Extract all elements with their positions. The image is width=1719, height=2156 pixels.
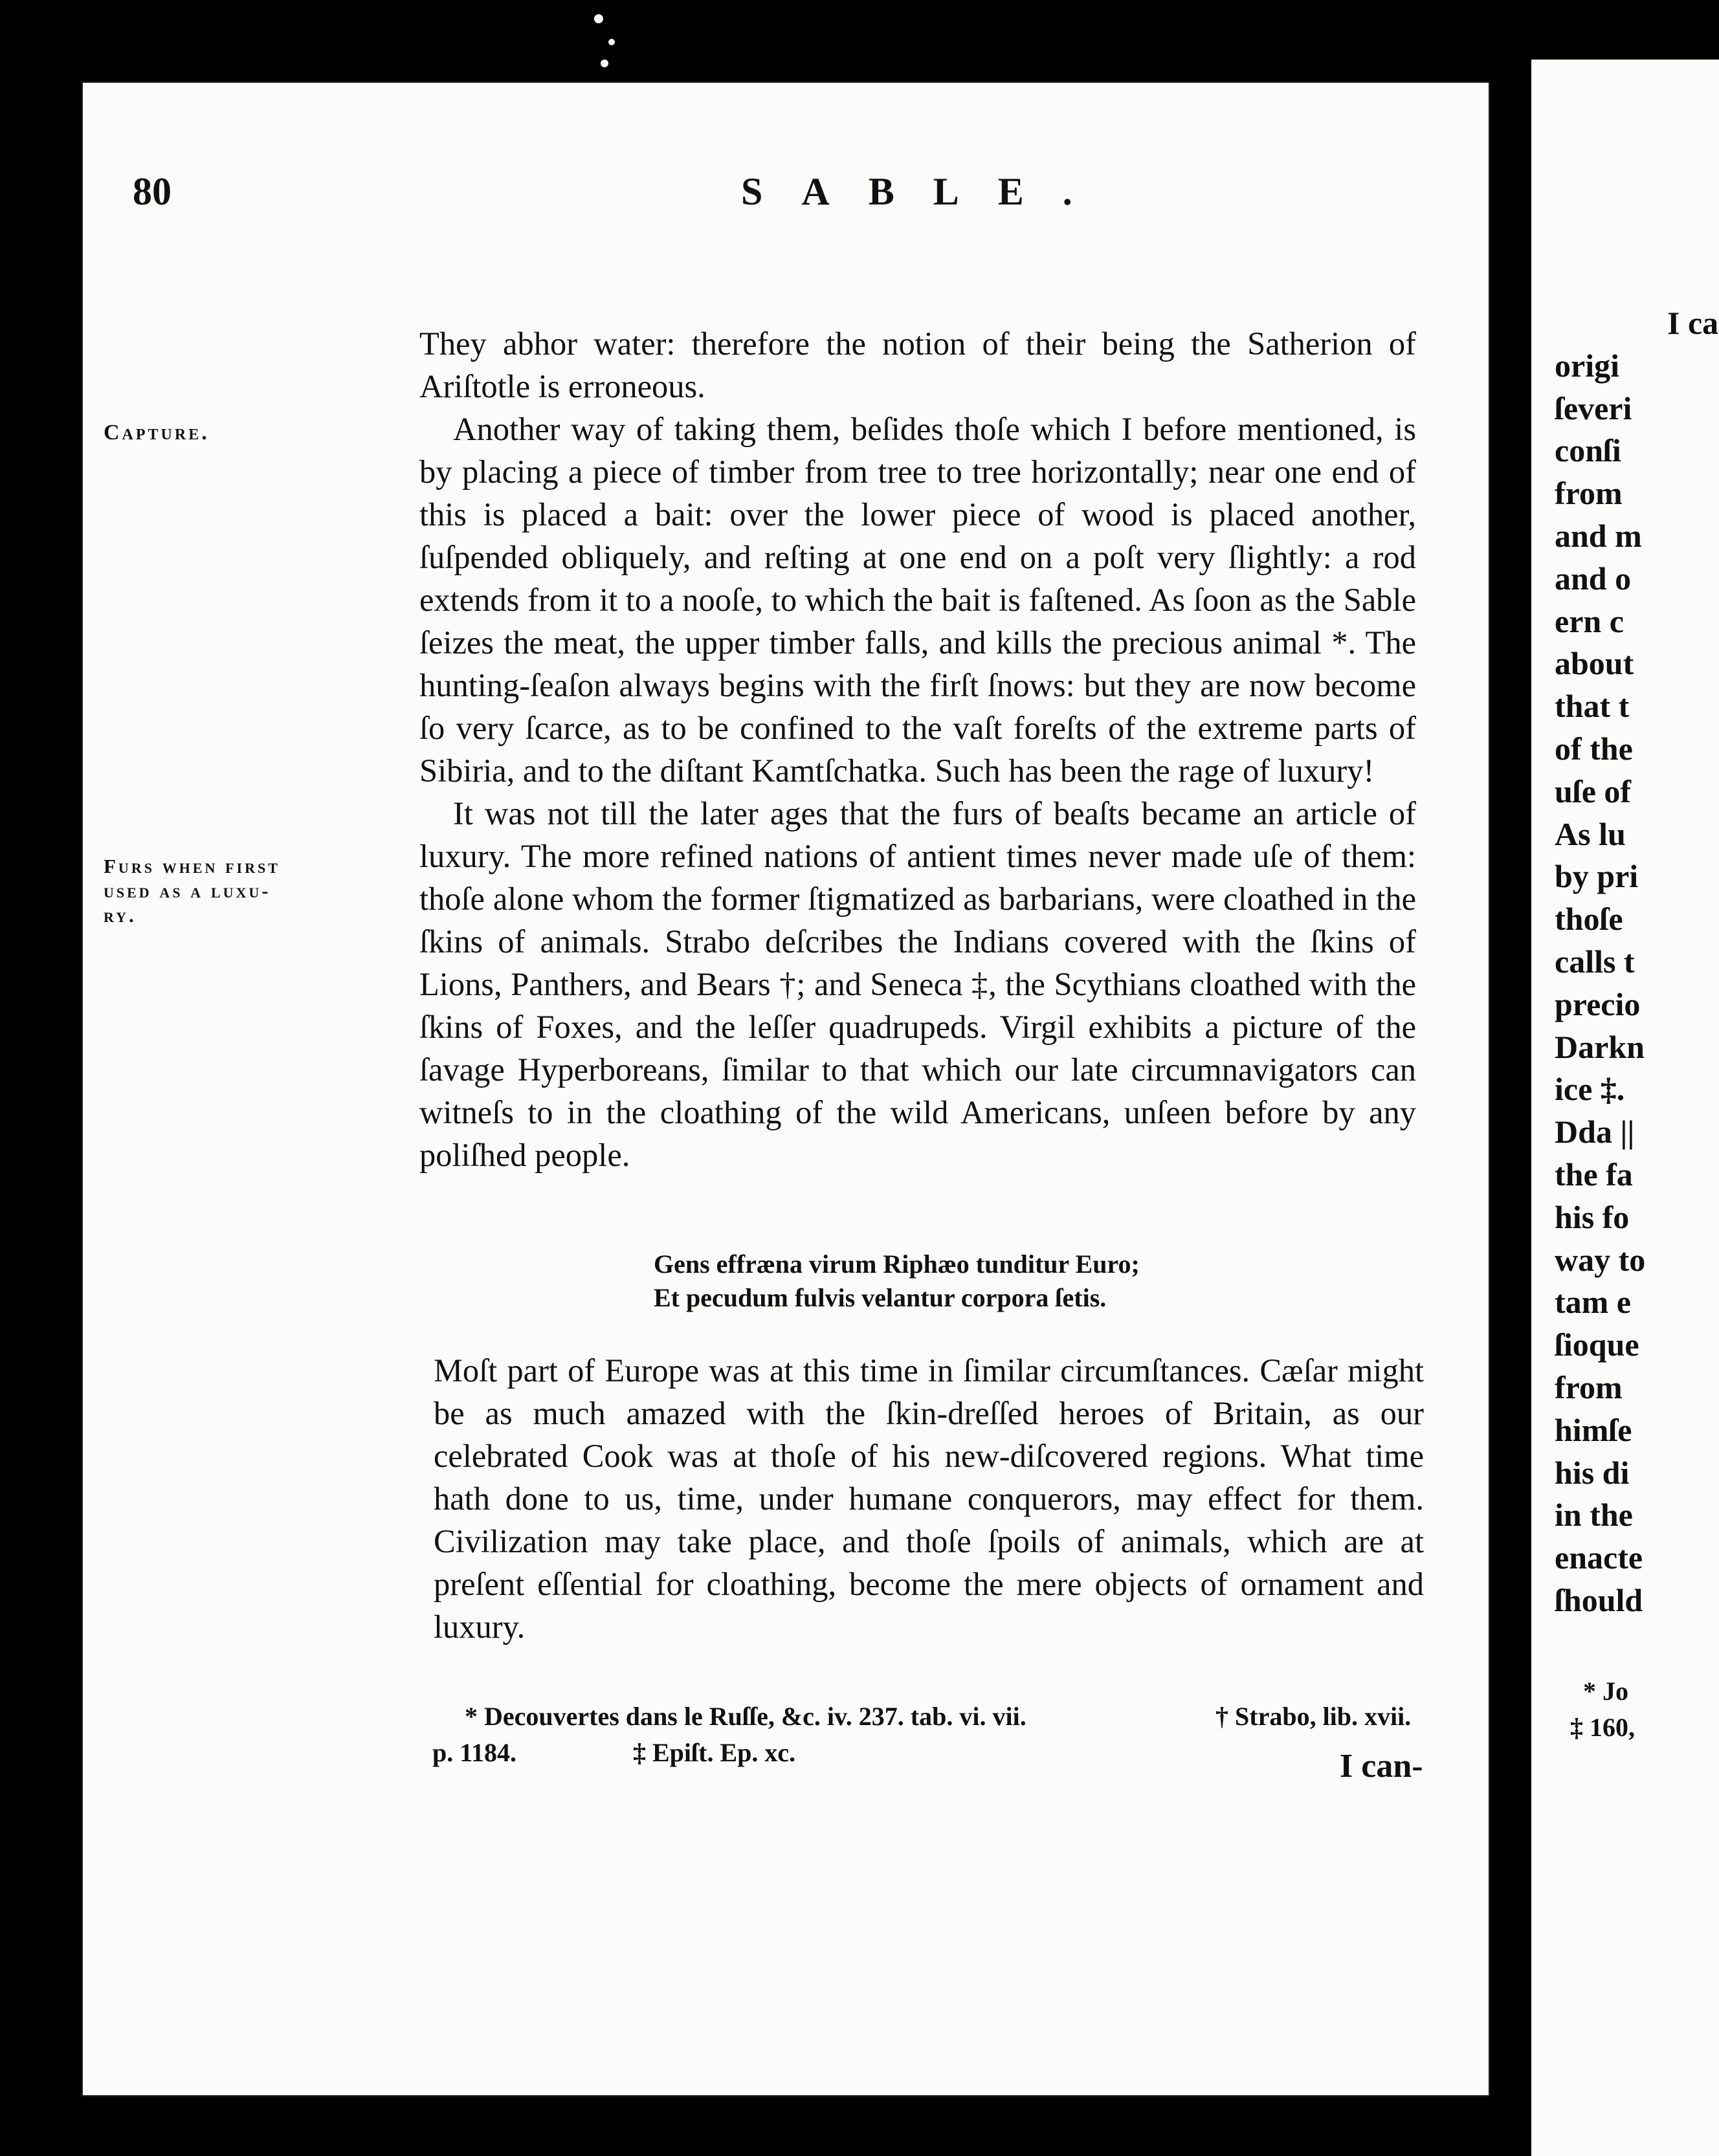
facing-page-line: in the — [1555, 1497, 1633, 1534]
facing-page — [1531, 60, 1719, 2156]
margin-note-line: used as a luxu- — [104, 879, 271, 902]
facing-page-line: by pri — [1555, 858, 1639, 895]
paragraph: Moſt part of Europe was at this time in ſimilar circumſtances. Cæſar might be as much amazed with the ſkin-dreſſed heroes of Britain, as our celebrated Cook was at thoſe of his new-diſcovered regions. What time hath done to us, time, under humane conquerors, may effect for them. Civilization may take place, and thoſe ſpoils of animals, which are at preſent eſſential for cloathing, become the mere objects of ornament and luxury. — [434, 1352, 1424, 1645]
facing-page-line: origi — [1555, 347, 1619, 384]
main-text — [419, 322, 1416, 1176]
verse-line: Et pecudum fulvis velantur corpora ſetis. — [654, 1283, 1107, 1312]
facing-page-line: and o — [1555, 560, 1632, 597]
facing-page-line: of the — [1555, 731, 1633, 767]
verse-line: Gens effræna virum Riphæo tunditur Euro; — [654, 1249, 1140, 1279]
facing-page-line: that t — [1555, 688, 1630, 725]
facing-page-line: ice ‡. — [1555, 1071, 1625, 1108]
footnote-star: * Decouvertes dans le Ruſſe, &c. iv. 237. tab. vi. vii. — [465, 1702, 1026, 1731]
facing-page-line: the fa — [1555, 1156, 1633, 1193]
facing-page-line: As lu — [1555, 815, 1626, 852]
footnotes — [432, 1699, 1442, 1771]
margin-note-capture: Capture. — [104, 421, 210, 445]
facing-page-line: conſi — [1555, 432, 1621, 469]
facing-page-footnote: ‡ 160, — [1570, 1713, 1635, 1742]
facing-page-footnote: * Jo — [1583, 1677, 1628, 1706]
margin-note-furs — [104, 854, 408, 928]
paragraph: Another way of taking them, beſides thoſe which I before mentioned, is by placing a piece of timber from tree to tree horizontally; near one end of this is placed a bait: over the lower piece of wood is placed another, ſuſpended obliquely, and reſting at one end on a poſt very ſlightly: a rod extends from it to a nooſe, to which the bait is faſtened. As ſoon as the Sable ſeizes the meat, the upper timber falls, and kills the precious animal *. The hunting-ſeaſon always begins with the firſt ſnows: but they are now become ſo very ſcarce, as to be confined to the vaſt foreſts of the extreme parts of Sibiria, and to the diſtant Kamtſchatka. Such has been the rage of luxury! — [419, 411, 1416, 789]
paragraph: It was not till the later ages that the furs of beaſts became an article of luxury. The more refined nations of antient times never made uſe of them: thoſe alone whom the former ſtigmatized as barbarians, were cloathed in the ſkins of animals. Strabo deſcribes the Indians covered with the ſkins of Lions, Panthers, and Bears †; and Seneca ‡, the Scythians cloathed with the ſkins of Foxes, and the leſſer quadrupeds. Virgil exhibits a picture of the ſavage Hyperboreans, ſimilar to that which our late circumnavigators can witneſs to in the cloathing of the wild Americans, unſeen before by any poliſhed people. — [419, 795, 1416, 1173]
facing-page-line: and m — [1555, 518, 1642, 554]
margin-note-line: ry. — [104, 904, 137, 927]
margin-note-line: Furs when first — [104, 855, 280, 877]
facing-page-line: about — [1555, 645, 1634, 682]
footnote-page-ref: p. 1184. — [432, 1738, 517, 1767]
facing-page-line: precio — [1555, 985, 1641, 1022]
facing-page-line: enacte — [1555, 1539, 1643, 1576]
footnote-ddagger: ‡ Epiſt. Ep. xc. — [633, 1738, 796, 1767]
facing-page-line: thoſe — [1555, 901, 1623, 938]
scan-speck — [608, 39, 615, 45]
footnote-dagger: † Strabo, lib. xvii. — [1215, 1702, 1412, 1731]
facing-page-line: Dda || — [1555, 1114, 1635, 1150]
running-head: SABLE. — [741, 170, 1111, 213]
facing-page-line: Darkn — [1555, 1028, 1645, 1065]
facing-page-line: way to — [1555, 1241, 1646, 1278]
scan-speck — [601, 60, 608, 67]
facing-page-line: uſe of — [1555, 773, 1632, 809]
facing-page-line: from — [1555, 475, 1623, 512]
facing-page-line: ſioque — [1555, 1326, 1639, 1363]
facing-page-line: his fo — [1555, 1198, 1630, 1235]
facing-page-line: from — [1555, 1369, 1623, 1405]
scan-speck — [594, 14, 603, 23]
facing-page-line: himſe — [1555, 1411, 1632, 1448]
catchword: I can- — [1340, 1748, 1423, 1785]
facing-page-line: ſhould — [1555, 1582, 1643, 1618]
main-text-continued — [434, 1349, 1424, 1648]
facing-page-line: ern c — [1555, 602, 1624, 639]
facing-page-line: tam e — [1555, 1284, 1631, 1321]
verse-quote — [654, 1248, 1301, 1315]
facing-page-line: ſeveri — [1555, 390, 1632, 426]
facing-page-line: calls t — [1555, 943, 1635, 980]
page-number: 80 — [133, 170, 172, 213]
facing-page-line: I ca — [1667, 305, 1719, 341]
facing-page-line: his di — [1555, 1454, 1630, 1491]
paragraph: They abhor water: therefore the notion of their being the Satherion of Ariſtotle is erroneous. — [419, 325, 1416, 404]
